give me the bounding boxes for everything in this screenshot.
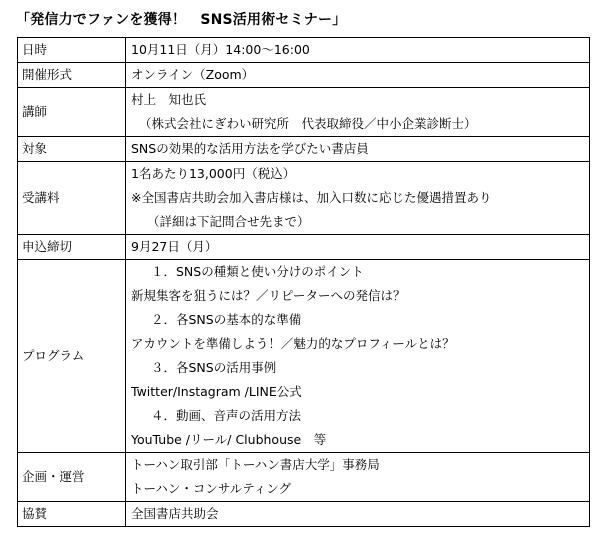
- row-value-datetime: [126, 38, 590, 63]
- row-label-organizer: 企画・運営: [18, 453, 126, 502]
- table-row-organizer: [18, 453, 590, 502]
- program-item-3: ３．各SNSの活用事例: [151, 360, 277, 375]
- datetime-value: 10月11日（月）14:00～16:00: [131, 42, 310, 57]
- page-title: 「発信力でファンを獲得！ SNS活用術セミナー」: [16, 12, 347, 28]
- seminar-info-table: [17, 37, 590, 527]
- table-row-deadline: [18, 235, 590, 260]
- program-item-2-detail: アカウントを準備しよう！／魅力的なプロフィールとは？: [131, 336, 455, 351]
- sponsor-value: 全国書店共助会: [131, 506, 219, 521]
- row-value-organizer: [126, 453, 590, 502]
- format-value: オンライン（Zoom）: [131, 67, 255, 82]
- row-value-format: [126, 63, 590, 88]
- organizer-line-1: トーハン取引部「トーハン書店大学」事務局: [131, 457, 380, 472]
- table-row-target: [18, 137, 590, 162]
- row-value-program: [126, 260, 590, 453]
- fee-detail: （詳細は下記問合せ先まで）: [147, 214, 310, 229]
- row-label-format: 開催形式: [18, 63, 126, 88]
- table-row-sponsor: [18, 502, 590, 527]
- lecturer-affiliation: （株式会社にぎわい研究所 代表取締役／中小企業診断士）: [139, 116, 477, 131]
- row-value-fee: [126, 162, 590, 235]
- program-item-4-detail: YouTube /リール/ Clubhouse 等: [131, 432, 327, 447]
- organizer-line-2: トーハン・コンサルティング: [131, 481, 292, 496]
- row-label-datetime: 日時: [18, 38, 126, 63]
- row-value-lecturer: [126, 88, 590, 137]
- target-value: SNSの効果的な活用方法を学びたい書店員: [131, 141, 369, 156]
- program-item-1-detail: 新規集客を狙うには？／リピーターへの発信は？: [131, 288, 406, 303]
- row-value-sponsor: [126, 502, 590, 527]
- table-row-program: [18, 260, 590, 453]
- fee-note: ※全国書店共助会加入書店様は、加入口数に応じた優遇措置あり: [131, 190, 492, 205]
- program-item-1: １．SNSの種類と使い分けのポイント: [151, 264, 364, 279]
- row-label-sponsor: 協賛: [18, 502, 126, 527]
- row-label-lecturer: 講師: [18, 88, 126, 137]
- table-row-fee: [18, 162, 590, 235]
- deadline-value: 9月27日（月）: [131, 239, 218, 254]
- program-item-3-detail: Twitter/Instagram /LINE公式: [131, 384, 302, 399]
- table-row-lecturer: [18, 88, 590, 137]
- row-label-fee: 受講料: [18, 162, 126, 235]
- program-item-2: ２．各SNSの基本的な準備: [151, 312, 302, 327]
- table-row-datetime: [18, 38, 590, 63]
- row-value-deadline: [126, 235, 590, 260]
- row-label-deadline: 申込締切: [18, 235, 126, 260]
- row-label-target: 対象: [18, 137, 126, 162]
- table-row-format: [18, 63, 590, 88]
- fee-amount: 1名あたり13,000円（税込）: [131, 166, 296, 181]
- row-value-target: [126, 137, 590, 162]
- lecturer-name: 村上 知也氏: [131, 92, 207, 107]
- row-label-program: プログラム: [18, 260, 126, 453]
- program-item-4: ４．動画、音声の活用方法: [151, 408, 302, 423]
